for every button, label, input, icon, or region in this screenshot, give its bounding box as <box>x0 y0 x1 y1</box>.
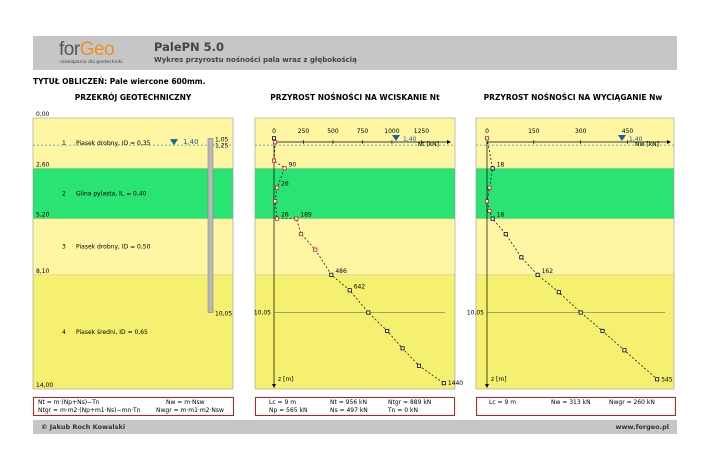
data-point <box>348 289 351 292</box>
x-tick-label: 500 <box>327 128 339 135</box>
summary-lc: Lc = 9 m <box>489 399 517 406</box>
data-point <box>274 141 277 144</box>
water-level-label: 1,40 <box>403 136 417 143</box>
data-point <box>283 167 286 170</box>
summary-box-tension <box>476 397 676 416</box>
data-point <box>275 186 278 189</box>
data-point <box>491 167 494 170</box>
soil-layer-3 <box>255 219 455 275</box>
depth-label: 14,00 <box>36 382 54 389</box>
data-point <box>488 186 491 189</box>
data-point <box>579 311 582 314</box>
summary-ns: Ns = 497 kN <box>330 407 368 414</box>
footer-bar <box>33 420 677 434</box>
app-title: PalePN 5.0 <box>154 40 225 54</box>
x-tick-label: 450 <box>621 128 634 135</box>
data-point <box>536 273 539 276</box>
x-tick-label: 150 <box>528 128 540 135</box>
formula-nwgr: Nwgr = m·m1·m2·Nsw <box>156 407 224 414</box>
x-tick-label: 250 <box>297 128 310 135</box>
formula-nw: Nw = m·Nsw <box>166 399 205 406</box>
water-level-label: 1,40 <box>183 138 199 147</box>
formula-ntgr: Ntgr = m·m2·(Np+m1·Ns)−mn·Tn <box>38 407 141 414</box>
summary-nw: Nw = 313 kN <box>551 399 591 406</box>
data-label: 18 <box>496 161 505 169</box>
soil-layer-4 <box>255 275 455 389</box>
x-tick-label: 1000 <box>384 128 400 135</box>
data-point <box>274 200 277 203</box>
soil-layer-3 <box>476 219 674 275</box>
x-tick-label: 750 <box>356 128 369 135</box>
data-point <box>295 217 298 220</box>
pile-bottom-depth-label: 10,05 <box>253 309 271 317</box>
data-point <box>417 364 420 367</box>
data-point <box>488 209 491 212</box>
data-point <box>623 349 626 352</box>
calc-title: TYTUŁ OBLICZEŃ: Pale wiercone 600mm. <box>33 77 206 86</box>
pile-top-label: 1,05 <box>215 136 229 144</box>
data-point <box>401 347 404 350</box>
data-label: 26 <box>281 180 289 188</box>
data-point <box>557 291 560 294</box>
x-tick-label: 300 <box>574 128 587 135</box>
water-level-label: 1,40 <box>629 136 643 143</box>
pile-bottom-label: 10,05 <box>215 310 233 318</box>
depth-label: 2,60 <box>36 161 50 169</box>
x-axis-label: Nw [kN] <box>635 141 659 148</box>
summary-nwgr: Nwgr = 260 kN <box>609 399 655 406</box>
layer-number: 4 <box>62 328 66 336</box>
data-point <box>442 382 445 385</box>
data-label: 26 <box>281 211 289 219</box>
summary-lc: Lc = 9 m <box>269 399 297 406</box>
data-point <box>300 233 303 236</box>
data-label: 162 <box>541 267 554 275</box>
summary-box-compression <box>255 397 455 416</box>
layer-name: Piasek średni, ID = 0,65 <box>76 328 148 336</box>
summary-np: Np = 565 kN <box>269 407 308 414</box>
data-point <box>272 137 275 140</box>
data-point <box>656 378 659 381</box>
data-point <box>367 311 370 314</box>
x-tick-label: 0 <box>272 128 276 135</box>
footer-copyright: © Jakub Roch Kowalski <box>41 423 126 431</box>
data-point <box>491 217 494 220</box>
data-point <box>272 159 275 162</box>
data-point <box>520 256 523 259</box>
data-label: 90 <box>288 161 297 169</box>
soil-layer-2 <box>476 168 674 218</box>
data-label: 486 <box>335 267 347 275</box>
data-point <box>386 329 389 332</box>
data-point <box>485 200 488 203</box>
y-axis-label: z [m] <box>491 376 507 383</box>
summary-tn: Tn = 0 kN <box>388 407 418 414</box>
y-axis-label: z [m] <box>278 376 294 383</box>
data-label: 189 <box>300 211 312 219</box>
formula-nt: Nt = m·(Np+Ns)−Tn <box>38 399 100 406</box>
pile-bottom-depth-label: 10,05 <box>466 309 484 317</box>
panel-title-tension: PRZYROST NOŚNOŚCI NA WYCIĄGANIE Nw <box>483 93 663 102</box>
forgeo-logo: forGeo <box>59 39 115 60</box>
data-label: 18 <box>496 211 505 219</box>
layer-number: 2 <box>62 190 66 198</box>
summary-nt: Nt = 956 kN <box>330 399 368 406</box>
pile-shape <box>208 138 213 312</box>
layer-name: Piasek drobny, ID = 0,50 <box>76 243 151 251</box>
depth-label: 5,20 <box>36 211 50 219</box>
pile-head-label: 1,25 <box>215 142 229 150</box>
x-tick-label: 0 <box>485 128 489 135</box>
data-point <box>485 137 488 140</box>
data-label: 642 <box>353 283 366 291</box>
data-point <box>314 248 317 251</box>
panel-title-geo: PRZEKRÓJ GEOTECHNICZNY <box>74 93 192 102</box>
data-point <box>330 273 333 276</box>
layer-number: 3 <box>62 243 66 251</box>
data-point <box>504 233 507 236</box>
depth-label: 0,00 <box>36 111 50 118</box>
data-point <box>601 329 604 332</box>
layer-number: 1 <box>62 140 66 148</box>
depth-label: 8,10 <box>36 267 50 275</box>
x-axis-label: Nt [kN] <box>417 141 439 148</box>
data-label: 1440 <box>447 380 464 388</box>
data-point <box>275 217 278 220</box>
data-label: 545 <box>661 376 673 384</box>
soil-layer-4 <box>476 275 674 389</box>
layer-name: Piasek drobny, ID = 0,35 <box>76 140 151 148</box>
layer-name: Glina pylasta, IL = 0,40 <box>76 190 147 198</box>
app-subtitle: Wykres przyrostu nośności pala wraz z głębokością <box>154 56 357 64</box>
footer-website: www.forgeo.pl <box>615 423 669 431</box>
x-tick-label: 1250 <box>413 128 430 135</box>
panel-title-compression: PRZYROST NOŚNOŚCI NA WCISKANIE Nt <box>270 93 440 102</box>
logo-tagline: rozwiązania dla geotechniki <box>60 60 123 65</box>
formulas-box <box>33 397 234 416</box>
summary-ntgr: Ntgr = 889 kN <box>388 399 432 406</box>
